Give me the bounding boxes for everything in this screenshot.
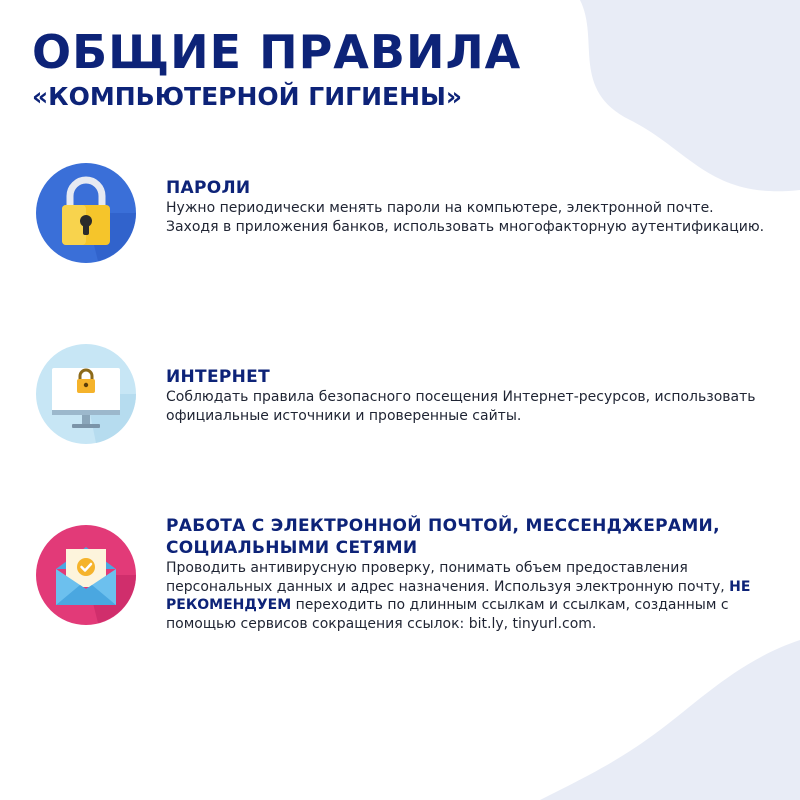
section-text-email-part2: переходить по длинным ссылкам и ссылкам, созданным с помощью сервисов сокращения ссылок: bit.ly, tinyurl.com. (166, 597, 729, 632)
section-heading-email (166, 515, 776, 559)
padlock-icon (36, 163, 136, 263)
section-heading-email-line1: РАБОТА С ЭЛЕКТРОННОЙ ПОЧТОЙ, МЕССЕНДЖЕРАМИ, (166, 516, 720, 536)
background-blob-bottom (540, 640, 800, 800)
section-heading-internet: ИНТЕРНЕТ (166, 367, 270, 387)
section-text-email-part1: Проводить антивирусную проверку, понимать объем предоставления персональных данных и адрес назначения. Используя электронную почту, (166, 560, 730, 595)
section-text-internet: Соблюдать правила безопасного посещения Интернет-ресурсов, использовать официальные источники и проверенные сайты. (166, 389, 756, 424)
section-internet (36, 344, 776, 444)
not-recommended-highlight: НЕ РЕКОМЕНДУЕМ (166, 578, 751, 613)
verified-envelope-icon (36, 525, 136, 625)
section-passwords (36, 163, 776, 263)
section-heading-email-line2: СОЦИАЛЬНЫМИ СЕТЯМИ (166, 538, 418, 558)
page-title (32, 26, 521, 114)
secure-monitor-icon (36, 344, 136, 444)
page-title-line1: ОБЩИЕ ПРАВИЛА (32, 25, 522, 79)
section-heading-passwords: ПАРОЛИ (166, 178, 251, 198)
section-text-passwords: Нужно периодически менять пароли на компьютере, электронной почте. Заходя в приложения банков, использовать многофакторную аутентификацию. (166, 200, 765, 235)
section-text-email (166, 559, 776, 633)
section-email-messengers (36, 516, 776, 632)
page-title-line2: «КОМПЬЮТЕРНОЙ ГИГИЕНЫ» (32, 82, 463, 111)
